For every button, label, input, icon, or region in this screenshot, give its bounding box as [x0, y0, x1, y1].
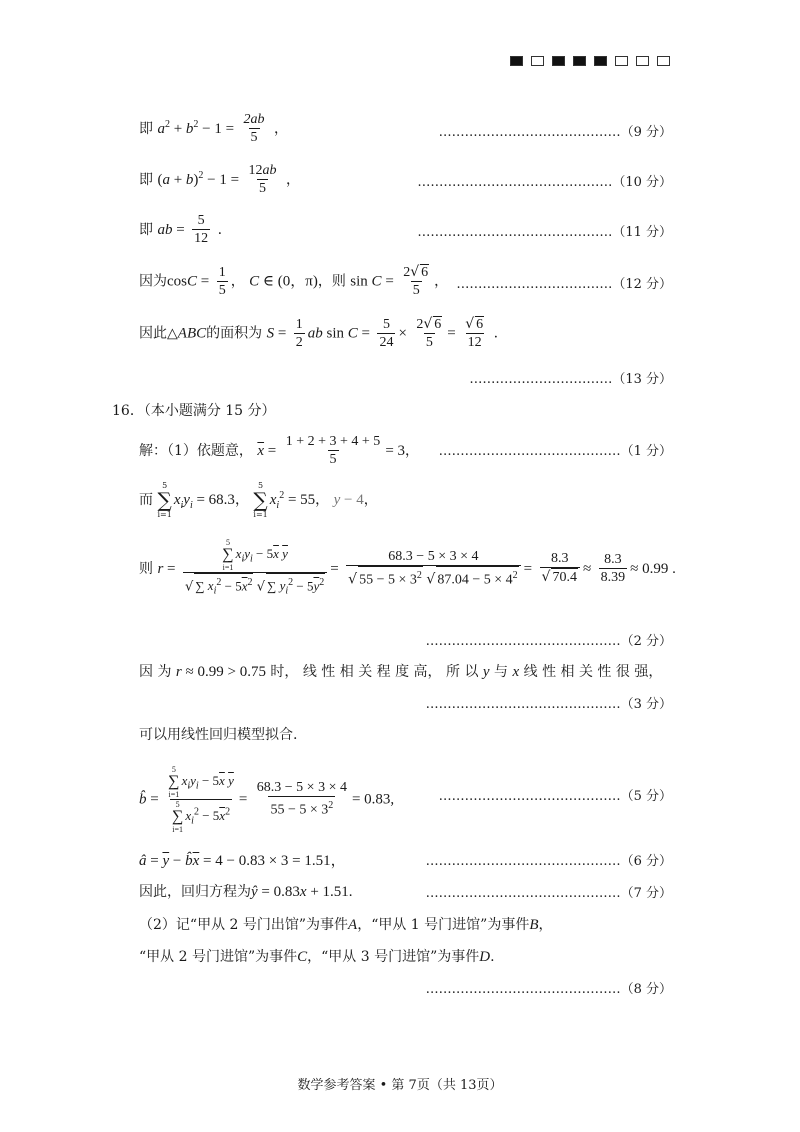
text: ，则: [317, 273, 346, 290]
header-squares: [510, 56, 670, 66]
punct: ，: [286, 172, 300, 188]
fraction: $\frac{√ 6}{12}$: [465, 316, 484, 350]
sum-symbol: 5 ∑ i=1: [168, 765, 180, 799]
q16-step-5: 可以用线性回归模型拟合.: [139, 727, 298, 743]
score-label: （5 分）: [620, 789, 672, 804]
step-10-prefix: 即: [139, 172, 153, 188]
score-q16-1: ……………………………………（1 分）: [438, 444, 672, 459]
score-label: （3 分）: [620, 697, 672, 712]
text: 因为: [139, 273, 167, 290]
punct: ，: [274, 121, 288, 137]
fraction: 5 ∑ i=1 $x_iy_i - 5\overline{x}$ $\overline{y}$ 5 ∑ i=1 $x_i^2 - 5\overline{x}^2$: [168, 765, 234, 834]
text: 而: [139, 492, 153, 508]
header-square: [594, 56, 607, 66]
fraction: $\frac{2√ 6}{5}$: [403, 264, 429, 298]
text: ，“甲从 3 号门进馆”为事件: [307, 949, 480, 965]
step-10: [139, 163, 300, 197]
score-label: （12 分）: [612, 277, 672, 292]
score-label: （6 分）: [620, 854, 672, 869]
step-9: [139, 112, 288, 146]
text: 时， 线 性 相 关 程 度 高， 所 以: [265, 664, 479, 680]
sum-symbol: 5 ∑ i=1: [222, 538, 234, 572]
header-square: [573, 56, 586, 66]
page-footer: 数学参考答案 • 第 7页（共 13页）: [297, 1078, 503, 1093]
step-12: 因为cosC = $\frac{1}{5}$ ， C ∈ (0，π)，则 sin C = $\frac{2√ 6}{5}$ ，: [139, 264, 449, 298]
score-13: ……………………………（13 分）: [469, 372, 672, 387]
header-square: [552, 56, 565, 66]
formula: C ∈ (0，π): [249, 273, 318, 290]
formula: y − 4: [333, 492, 364, 508]
score-11: ………………………………………（11 分）: [417, 225, 672, 240]
header-square: [615, 56, 628, 66]
fraction: $\frac{1}{2}$: [295, 316, 303, 350]
text: ，: [230, 273, 245, 290]
text: 因此，回归方程为: [139, 884, 251, 900]
q16-step-9: （2）记“甲从 2 号门出馆”为事件A，“甲从 1 号门进馆”为事件B，: [139, 917, 553, 933]
formula: ab: [157, 222, 173, 238]
fraction: $\frac{5}{24}$: [379, 316, 394, 350]
formula: sin C =: [350, 273, 394, 290]
score-q16-3: ………………………………………（3 分）: [425, 697, 672, 712]
text: 的面积为: [206, 325, 263, 342]
score-9: ……………………………………（9 分）: [438, 125, 672, 140]
formula: S =: [266, 325, 287, 342]
fraction: $\frac{2ab}{5}$: [243, 112, 265, 145]
text: ，“甲从 1 号门进馆”为事件: [357, 917, 530, 933]
formula: $(a + b)^2 - 1$ =: [157, 170, 240, 188]
formula: ABC: [177, 325, 207, 342]
score-label: （10 分）: [612, 175, 672, 190]
score-label: （1 分）: [620, 444, 672, 459]
header-square: [636, 56, 649, 66]
text: （2）记“甲从 2 号门出馆”为事件: [139, 917, 349, 933]
header-square: [531, 56, 544, 66]
score-label: （13 分）: [612, 372, 672, 387]
fraction: $\frac{68.3 - 5 \times 3 \times 4}{55 - 5 \times 3^2}$: [256, 780, 347, 818]
text: 因此△: [139, 325, 178, 342]
score-label: （2 分）: [620, 634, 672, 649]
fraction: 5 ∑ i=1 $x_iy_i - 5\overline{x}$ $\overline{y}$ √ ∑ $x_i^2 - 5\overline{x}^2$ √ ∑ $y_i^2 - 5\overline{y}^2$: [183, 538, 327, 600]
q16-step-10: “甲从 2 号门进馆”为事件C，“甲从 3 号门进馆”为事件D.: [139, 949, 495, 965]
score-q16-6: ………………………………………（6 分）: [425, 854, 672, 869]
sum-symbol: 5 ∑ i=1: [253, 481, 268, 519]
header-square: [510, 56, 523, 66]
punct: .: [217, 222, 223, 238]
formula: $\overline{x}$ =: [257, 443, 277, 459]
score-q16-2: ………………………………………（2 分）: [425, 634, 672, 649]
q16-step-1: 解：（1）依题意， $\overline{x}$ = $\frac{1 + 2 + 3 + 4 + 5}{5}$ = 3，: [139, 434, 420, 467]
header-square: [657, 56, 670, 66]
step-11-prefix: 即: [139, 222, 153, 238]
q16-step-2: 而 5 ∑ i=1 $x_iy_i = 68.3$， 5 ∑ i=1 $x_i^2 = 55$， y − 4，: [139, 481, 378, 519]
question-16-title: 16．（本小题满分 15 分）: [112, 403, 276, 419]
score-label: （9 分）: [620, 125, 672, 140]
fraction: $\frac{68.3 - 5 \times 3 \times 4}{√ 55 - 5 \times 3^2 √ 87.04 - 5 \times 4^2}$: [346, 549, 520, 589]
formula: $a^2 + b^2 - 1$ =: [157, 119, 235, 137]
q16-step-6: b̂ = 5 ∑ i=1 $x_iy_i - 5\overline{x}$ $\overline{y}$ 5 ∑ i=1 $x_i^2 - 5\overline{x}^2$ = $\frac{68.3 - 5 \times 3 \times 4}{55 - 5 \times 3^2}$ = 0.83,: [139, 765, 395, 834]
score-label: （11 分）: [612, 225, 672, 240]
step-13: 因此△ABC的面积为 S = $\frac{1}{2}$ ab sin C = $\frac{5}{24}$ × $\frac{2√ 6}{5}$ = $\frac{√ 6}{12}$ .: [139, 316, 499, 350]
sum-symbol: 5 ∑ i=1: [171, 800, 184, 834]
text: 解：（1）依题意，: [139, 443, 253, 459]
text: 则: [139, 560, 153, 577]
formula: cosC =: [167, 273, 210, 290]
text: 与: [489, 664, 509, 680]
score-label: （8 分）: [620, 982, 672, 997]
score-q16-5: ……………………………………（5 分）: [438, 789, 672, 804]
text: 线 性 相 关 性 很 强，: [519, 664, 663, 680]
fraction: $\frac{1}{5}$: [218, 264, 226, 298]
q16-step-7: â = $\overline{y}$ − $b̂\overline{x} = 4 - 0.83 \times 3 = 1.51$，: [139, 853, 346, 869]
step-9-prefix: 即: [139, 121, 153, 137]
fraction: $\frac{1 + 2 + 3 + 4 + 5}{5}$: [285, 434, 381, 467]
text: 因 为: [139, 664, 172, 680]
fraction: $\frac{8.3}{8.39}$: [600, 551, 626, 585]
punct: .: [493, 325, 499, 342]
score-q16-8: ………………………………………（8 分）: [425, 982, 672, 997]
q16-step-8: 因此，回归方程为ŷ = 0.83x + 1.51.: [139, 884, 353, 900]
sum-symbol: 5 ∑ i=1: [157, 481, 172, 519]
fraction: $\frac{5}{12}$: [194, 213, 209, 246]
fraction: $\frac{8.3}{√ 70.4}$: [540, 551, 580, 586]
step-11: 即 ab = $\frac{5}{12}$ .: [139, 213, 223, 246]
score-12: ………………………………（12 分）: [456, 277, 672, 292]
fraction: $\frac{12ab}{5}$: [248, 163, 277, 196]
score-label: （7 分）: [620, 886, 672, 901]
score-q16-7: ………………………………………（7 分）: [425, 886, 672, 901]
score-10: ………………………………………（10 分）: [417, 175, 672, 190]
fraction: $\frac{2√ 6}{5}$: [416, 316, 442, 350]
q16-step-4: 因 为 r ≈ 0.99 > 0.75 时， 线 性 相 关 程 度 高， 所 以 y 与 x 线 性 相 关 性 很 强，: [139, 664, 663, 680]
text: “甲从 2 号门进馆”为事件: [139, 949, 298, 965]
q16-step-3: 则 r = 5 ∑ i=1 $x_iy_i - 5\overline{x}$ $\overline{y}$ √ ∑ $x_i^2 - 5\overline{x}^2$ √ ∑ $y_i^2 - 5\overline{y}^2$ = $\frac{68.3 - 5 \times 3 \times 4}{√ 55 - 5 \times 3^2 √ 87.04 - 5 \times 4^2}$ = $\frac{8.3}{√ 70.4}$ ≈ $\frac{8.3}{8.39}$ ≈ 0.99 .: [139, 538, 676, 600]
